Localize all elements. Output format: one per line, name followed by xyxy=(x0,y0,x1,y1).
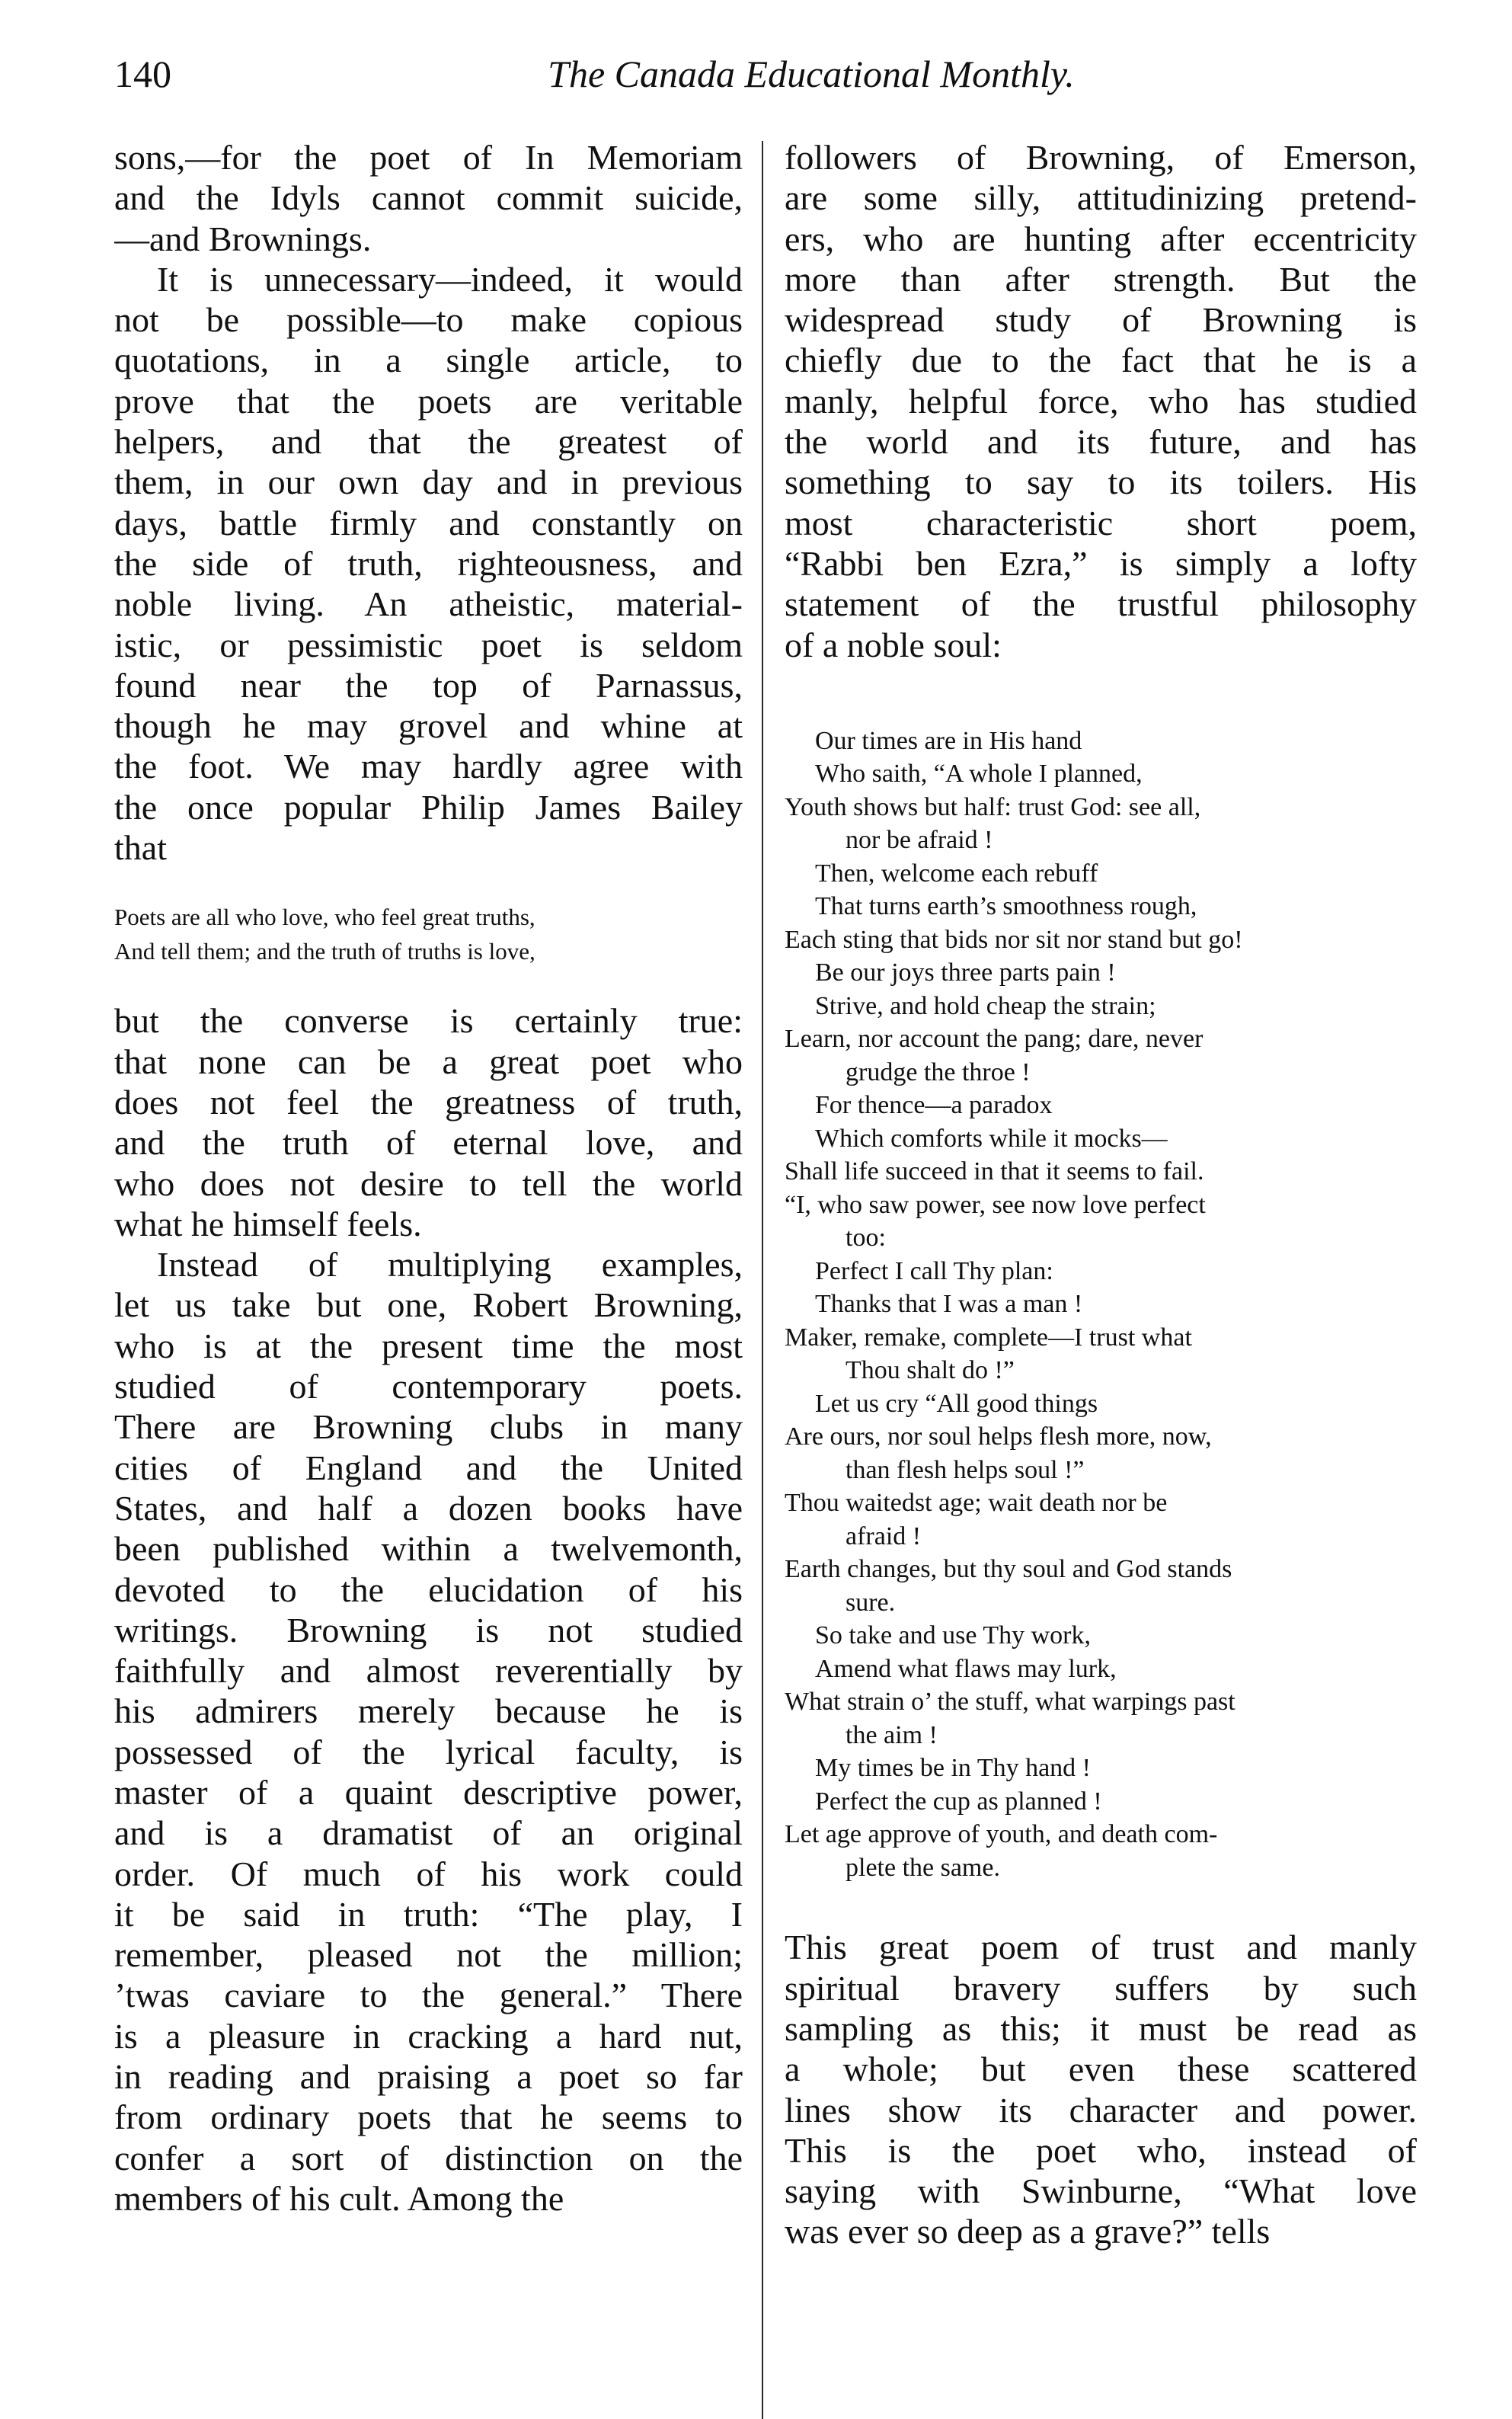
poem-line: sure. xyxy=(846,1588,896,1617)
text-line: confer a sort of distinction on the xyxy=(114,2138,743,2177)
right-paragraph-2 xyxy=(785,1927,1417,2251)
poem-line: So take and use Thy work, xyxy=(815,1621,1091,1650)
poem-line: Be our joys three parts pain ! xyxy=(815,958,1116,987)
poem-line: Thou waitedst age; wait death nor be xyxy=(785,1489,1168,1518)
text-line: days, battle firmly and constantly on xyxy=(114,503,743,542)
text-line: lines show its character and power. xyxy=(785,2090,1417,2129)
text-line: from ordinary poets that he seems to xyxy=(114,2097,743,2137)
text-line: noble living. An atheistic, material- xyxy=(114,584,743,624)
poem-line: Thou shalt do !” xyxy=(846,1356,1015,1385)
text-line: something to say to its toilers. His xyxy=(785,462,1417,502)
poem-line: Our times are in His hand xyxy=(815,726,1082,755)
poem-line: Perfect I call Thy plan: xyxy=(815,1256,1053,1285)
text-line: It is unnecessary—indeed, it would xyxy=(157,259,743,299)
text-line: been published within a twelvemonth, xyxy=(114,1529,743,1569)
left-paragraph-4 xyxy=(114,1244,743,2219)
text-line: —and Brownings. xyxy=(114,219,372,258)
text-line: but the converse is certainly true: xyxy=(114,1001,743,1041)
text-line: possessed of the lyrical faculty, is xyxy=(114,1732,743,1771)
rabbi-ben-ezra-poem xyxy=(785,725,1417,1885)
poem-line: the aim ! xyxy=(846,1720,938,1749)
text-line: quotations, in a single article, to xyxy=(114,341,743,380)
text-line: what he himself feels. xyxy=(114,1204,422,1243)
text-line: master of a quaint descriptive power, xyxy=(114,1772,743,1812)
text-line: studied of contemporary poets. xyxy=(114,1367,743,1406)
poem-line: Are ours, nor soul helps flesh more, now, xyxy=(785,1422,1212,1451)
poem-line: My times be in Thy hand ! xyxy=(815,1754,1091,1783)
poem-line: Earth changes, but thy soul and God stands xyxy=(785,1555,1232,1584)
poem-line: What strain o’ the stuff, what warpings past xyxy=(785,1688,1235,1717)
text-line: and the truth of eternal love, and xyxy=(114,1123,743,1163)
poem-line: Shall life succeed in that it seems to fail. xyxy=(785,1157,1204,1186)
text-line: are some silly, attitudinizing pretend- xyxy=(785,178,1417,218)
text-line: sons,—for the poet of In Memoriam xyxy=(114,138,743,177)
text-line: his admirers merely because he is xyxy=(114,1691,743,1731)
text-line: spiritual bravery suffers by such xyxy=(785,1968,1417,2008)
text-line: the world and its future, and has xyxy=(785,422,1417,462)
left-paragraph-2 xyxy=(114,259,743,868)
poem-line: Amend what flaws may lurk, xyxy=(815,1654,1117,1683)
text-line: was ever so deep as a grave?” tells xyxy=(785,2212,1271,2251)
text-line: it be said in truth: “The play, I xyxy=(114,1894,743,1934)
text-line: the foot. We may hardly agree with xyxy=(114,747,743,786)
page-number: 140 xyxy=(114,53,171,95)
text-line: found near the top of Parnassus, xyxy=(114,665,743,705)
text-line: Instead of multiplying examples, xyxy=(157,1245,743,1285)
poem-line: too: xyxy=(846,1224,886,1253)
poem-line: afraid ! xyxy=(846,1521,922,1550)
poem-line: Let age approve of youth, and death com- xyxy=(785,1820,1218,1849)
text-line: who does not desire to tell the world xyxy=(114,1163,743,1203)
text-line: devoted to the elucidation of his xyxy=(114,1569,743,1609)
text-line: followers of Browning, of Emerson, xyxy=(785,138,1417,177)
text-line: is a pleasure in cracking a hard nut, xyxy=(114,2016,743,2056)
text-line: let us take but one, Robert Browning, xyxy=(114,1285,743,1325)
text-line: statement of the trustful philosophy xyxy=(785,584,1417,624)
poem-line: Who saith, “A whole I planned, xyxy=(815,760,1143,789)
text-line: the side of truth, righteousness, and xyxy=(114,543,743,583)
poem-line: Perfect the cup as planned ! xyxy=(815,1787,1102,1816)
column-divider xyxy=(762,141,763,2419)
right-paragraph-1 xyxy=(785,137,1417,665)
text-line: ’twas caviare to the general.” There xyxy=(114,1976,743,2015)
poem-line: “I, who saw power, see now love perfect xyxy=(785,1190,1206,1219)
text-line: This great poem of trust and manly xyxy=(785,1928,1417,1967)
poem-line: Each sting that bids nor sit nor stand but go! xyxy=(785,925,1243,954)
text-line: Poets are all who love, who feel great truths, xyxy=(114,904,535,931)
text-line: prove that the poets are veritable xyxy=(114,381,743,421)
text-line: remember, pleased not the million; xyxy=(114,1935,743,1975)
text-line: members of his cult. Among the xyxy=(114,2178,564,2218)
text-line: a whole; but even these scattered xyxy=(785,2049,1417,2089)
text-line: faithfully and almost reverentially by xyxy=(114,1651,743,1691)
text-line: There are Browning clubs in many xyxy=(114,1407,743,1447)
text-line: cities of England and the United xyxy=(114,1448,743,1487)
text-line: sampling as this; it must be read as xyxy=(785,2008,1417,2048)
text-line: who is at the present time the most xyxy=(114,1326,743,1365)
text-line: that xyxy=(114,828,167,868)
text-line: and is a dramatist of an original xyxy=(114,1813,743,1853)
text-line: istic, or pessimistic poet is seldom xyxy=(114,625,743,664)
text-line: writings. Browning is not studied xyxy=(114,1610,743,1649)
poem-line: Strive, and hold cheap the strain; xyxy=(815,991,1156,1020)
poem-line: Learn, nor account the pang; dare, never xyxy=(785,1025,1204,1054)
text-line: And tell them; and the truth of truths is love, xyxy=(114,938,535,965)
left-column xyxy=(114,137,743,2219)
text-line: in reading and praising a poet so far xyxy=(114,2057,743,2097)
poem-line: Which comforts while it mocks— xyxy=(815,1124,1168,1153)
text-line: “Rabbi ben Ezra,” is simply a lofty xyxy=(785,543,1417,583)
poem-line: For thence—a paradox xyxy=(815,1091,1053,1120)
text-line: not be possible—to make copious xyxy=(114,300,743,340)
poem-line: than flesh helps soul !” xyxy=(846,1455,1085,1484)
text-line: This is the poet who, instead of xyxy=(785,2130,1417,2170)
poem-line: Then, welcome each rebuff xyxy=(815,859,1098,888)
poem-line: Youth shows but half: trust God: see all, xyxy=(785,792,1201,821)
poem-line: plete the same. xyxy=(846,1853,1000,1882)
poem-line: That turns earth’s smoothness rough, xyxy=(815,892,1197,921)
text-line: order. Of much of his work could xyxy=(114,1854,743,1893)
text-line: and the Idyls cannot commit suicide, xyxy=(114,178,743,218)
right-column xyxy=(785,137,1417,2252)
text-line: chiefly due to the fact that he is a xyxy=(785,341,1417,380)
text-line: States, and half a dozen books have xyxy=(114,1488,743,1528)
text-line: helpers, and that the greatest of xyxy=(114,422,743,462)
text-line: that none can be a great poet who xyxy=(114,1042,743,1081)
text-line: most characteristic short poem, xyxy=(785,503,1417,542)
text-line: ers, who are hunting after eccentricity xyxy=(785,219,1417,258)
poem-line: grudge the throe ! xyxy=(846,1058,1031,1086)
text-line: manly, helpful force, who has studied xyxy=(785,381,1417,421)
text-line: the once popular Philip James Bailey xyxy=(114,787,743,827)
text-line: more than after strength. But the xyxy=(785,259,1417,299)
running-title: The Canada Educational Monthly. xyxy=(548,53,1075,95)
text-line: widespread study of Browning is xyxy=(785,300,1417,340)
text-line: of a noble soul: xyxy=(785,625,1002,664)
text-line: though he may grovel and whine at xyxy=(114,706,743,746)
left-paragraph-1 xyxy=(114,137,743,259)
poem-line: nor be afraid ! xyxy=(846,826,993,855)
text-line: does not feel the greatness of truth, xyxy=(114,1082,743,1122)
page-header xyxy=(114,52,1417,113)
left-paragraph-3 xyxy=(114,1000,743,1244)
poem-line: Maker, remake, complete—I trust what xyxy=(785,1323,1192,1352)
bailey-quotation xyxy=(114,900,743,968)
poem-line: Thanks that I was a man ! xyxy=(815,1290,1083,1319)
poem-line: Let us cry “All good things xyxy=(815,1389,1098,1418)
text-line: saying with Swinburne, “What love xyxy=(785,2171,1417,2211)
text-line: them, in our own day and in previous xyxy=(114,462,743,502)
